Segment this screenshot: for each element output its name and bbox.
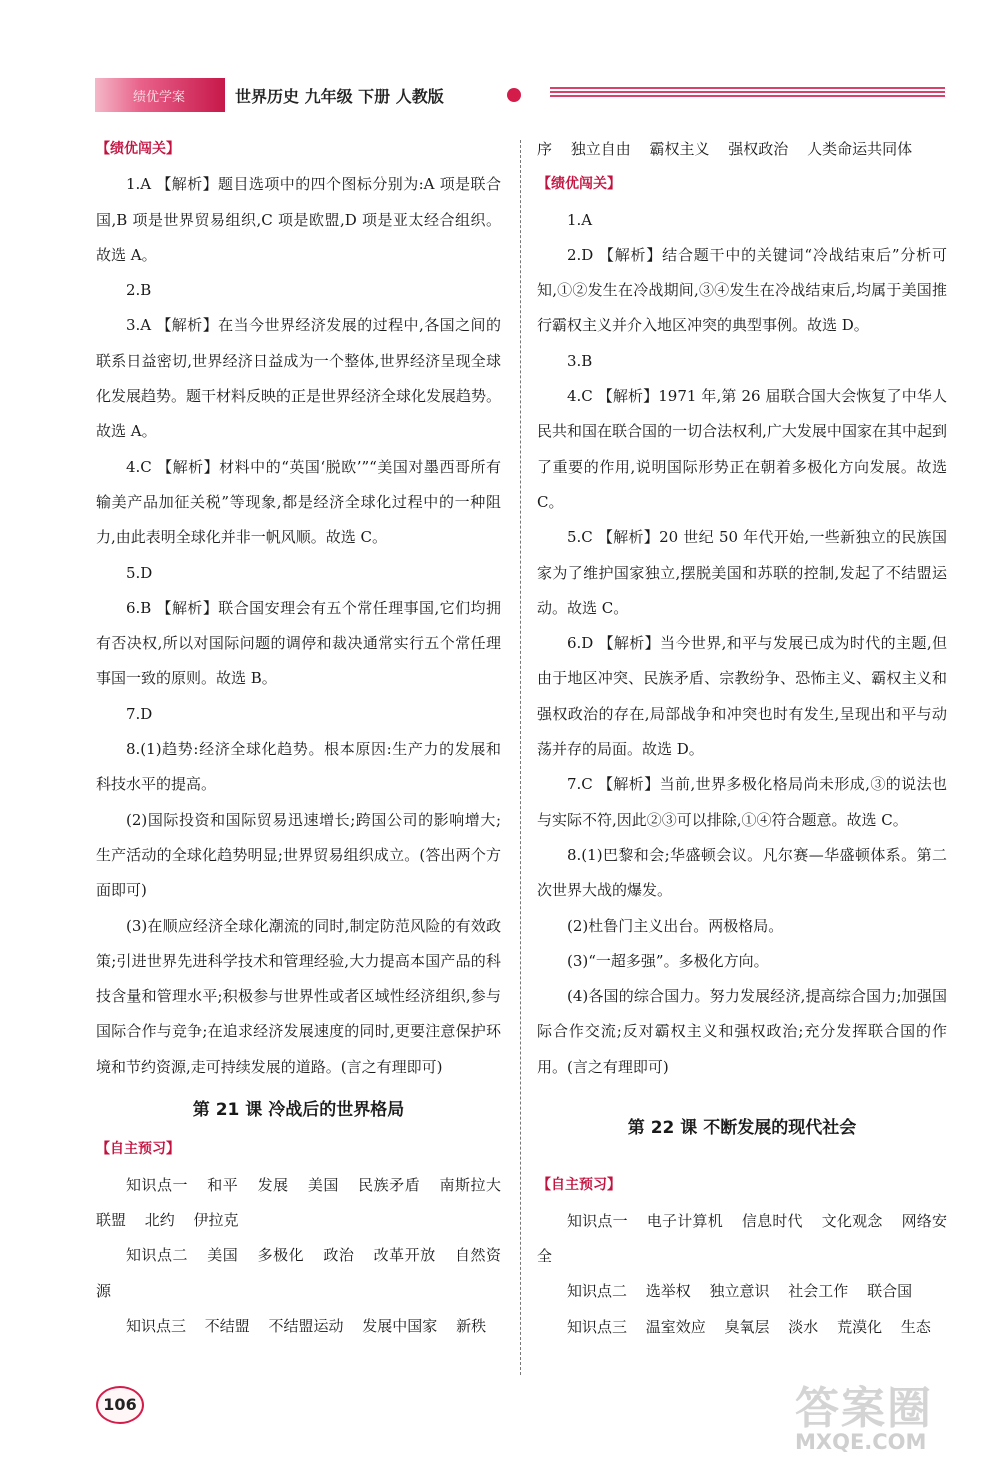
- answer-7: 7.D: [126, 704, 153, 723]
- answer-3: 3.A 【解析】在当今世界经济发展的过程中,各国之间的联系日益密切,世界经济日益成为一个整体,世界经济呈现全球化发展趋势。题干材料反映的正是世界经济全球化发展趋势。故选 A。: [96, 316, 502, 441]
- answer-7: 7.C 【解析】当前,世界多极化格局尚未形成,③的说法也与实际不符,因此②③可以排除,①④符合题意。故选 C。: [537, 775, 947, 829]
- page-number: 106: [96, 1386, 144, 1424]
- watermark-url: MXQE.COM: [795, 1430, 927, 1454]
- knowledge-point-1: 知识点一 和平 发展 美国 民族矛盾 南斯拉大联盟 北约 伊拉克: [96, 1175, 501, 1229]
- answer-6: 6.B 【解析】联合国安理会有五个常任理事国,它们均拥有否决权,所以对国际问题的调停和裁决通常实行五个常任理事国一致的原则。故选 B。: [96, 598, 501, 688]
- column-divider: [520, 140, 521, 1375]
- answer-2: 2.B: [126, 281, 152, 300]
- answer-8-part-1: 8.(1)巴黎和会;华盛顿会议。凡尔赛—华盛顿体系。第二次世界大战的爆发。: [537, 845, 947, 900]
- answer-1: 1.A: [567, 210, 593, 229]
- answer-8-part-1: 8.(1)趋势:经济全球化趋势。根本原因:生产力的发展和科技水平的提高。: [96, 740, 501, 794]
- series-badge: [95, 78, 225, 112]
- continued-text: 序 独立自由 霸权主义 强权政治 人类命运共同体: [537, 140, 913, 158]
- answer-5: 5.D: [126, 563, 153, 582]
- right-column: [537, 132, 947, 1345]
- knowledge-point-3: 知识点三 不结盟 不结盟运动 发展中国家 新秩: [126, 1316, 487, 1335]
- answer-5: 5.C 【解析】20 世纪 50 年代开始,一些新独立的民族国家为了维护国家独立,摆脱美国和苏联的控制,发起了不结盟运动。故选 C。: [537, 528, 947, 617]
- answer-4: 4.C 【解析】材料中的“英国‘脱欧’”“美国对墨西哥所有输美产品加征关税”等现象,都是经济全球化过程中的一种阻力,由此表明全球化并非一帆风顺。故选 C。: [96, 457, 501, 547]
- knowledge-point-1: 知识点一 电子计算机 信息时代 文化观念 网络安全: [537, 1211, 947, 1265]
- answer-3: 3.B: [567, 351, 593, 370]
- watermark-logo: 答案圈: [795, 1383, 933, 1434]
- header-dot: [507, 88, 521, 102]
- knowledge-point-3: 知识点三 温室效应 臭氧层 淡水 荒漠化 生态: [567, 1317, 931, 1336]
- answer-1: 1.A 【解析】题目选项中的四个图标分别为:A 项是联合国,B 项是世界贸易组织,C 项是欧盟,D 项是亚太经合组织。故选 A。: [96, 175, 501, 264]
- header-rule-lines: [550, 87, 945, 101]
- answer-8-part-4: (4)各国的综合国力。努力发展经济,提高综合国力;加强国际合作交流;反对霸权主义和强权政治;充分发挥联合国的作用。(言之有理即可): [537, 987, 947, 1076]
- answer-8-part-2: (2)国际投资和国际贸易迅速增长;跨国公司的影响增大;生产活动的全球化趋势明显;世界贸易组织成立。(答出两个方面即可): [96, 810, 501, 900]
- left-column: [96, 132, 501, 1344]
- knowledge-point-2: 知识点二 选举权 独立意识 社会工作 联合国: [567, 1282, 913, 1301]
- section-heading-exercise: 【绩优闯关】: [96, 141, 180, 157]
- section-heading-exercise: 【绩优闯关】: [537, 176, 621, 193]
- lesson-22-title: 第 22 课 不断发展的现代社会: [627, 1118, 857, 1139]
- answer-8-part-3: (3)“一超多强”。多极化方向。: [567, 951, 769, 970]
- answer-8-part-2: (2)杜鲁门主义出台。两极格局。: [567, 916, 784, 935]
- answer-8-part-3: (3)在顺应经济全球化潮流的同时,制定防范风险的有效政策;引进世界先进科学技术和管理经验,大力提高本国产品的科技含量和管理水平;积极参与世界性或者区域性经济组织,参与国际合作与竞争;在追求经济发展速度的同时,更要注意保护环境和节约资源,走可持续发展的道路。(言之有理即可): [96, 916, 501, 1076]
- section-heading-preview: 【自主预习】: [96, 1141, 180, 1158]
- knowledge-point-2: 知识点二 美国 多极化 政治 改革开放 自然资源: [96, 1246, 501, 1300]
- section-heading-preview: 【自主预习】: [537, 1177, 621, 1194]
- page-header: [95, 78, 945, 112]
- answer-4: 4.C 【解析】1971 年,第 26 届联合国大会恢复了中华人民共和国在联合国的一切合法权利,广大发展中国家在其中起到了重要的作用,说明国际形势正在朝着多极化方向发展。故选 C。: [537, 387, 947, 511]
- answer-6: 6.D 【解析】当今世界,和平与发展已成为时代的主题,但由于地区冲突、民族矛盾、宗教纷争、恐怖主义、霸权主义和强权政治的存在,局部战争和冲突也时有发生,呈现出和平与动荡并存的局面。故选 D。: [537, 634, 947, 759]
- lesson-21-title: 第 21 课 冷战后的世界格局: [192, 1100, 405, 1121]
- answer-2: 2.D 【解析】结合题干中的关键词“冷战结束后”分析可知,①②发生在冷战期间,③④发生在冷战结束后,均属于美国推行霸权主义并介入地区冲突的典型事例。故选 D。: [537, 245, 947, 335]
- book-title: 世界历史 九年级 下册 人教版: [235, 87, 444, 106]
- series-badge-text: 绩优学案: [133, 90, 186, 105]
- watermark: [795, 1372, 975, 1467]
